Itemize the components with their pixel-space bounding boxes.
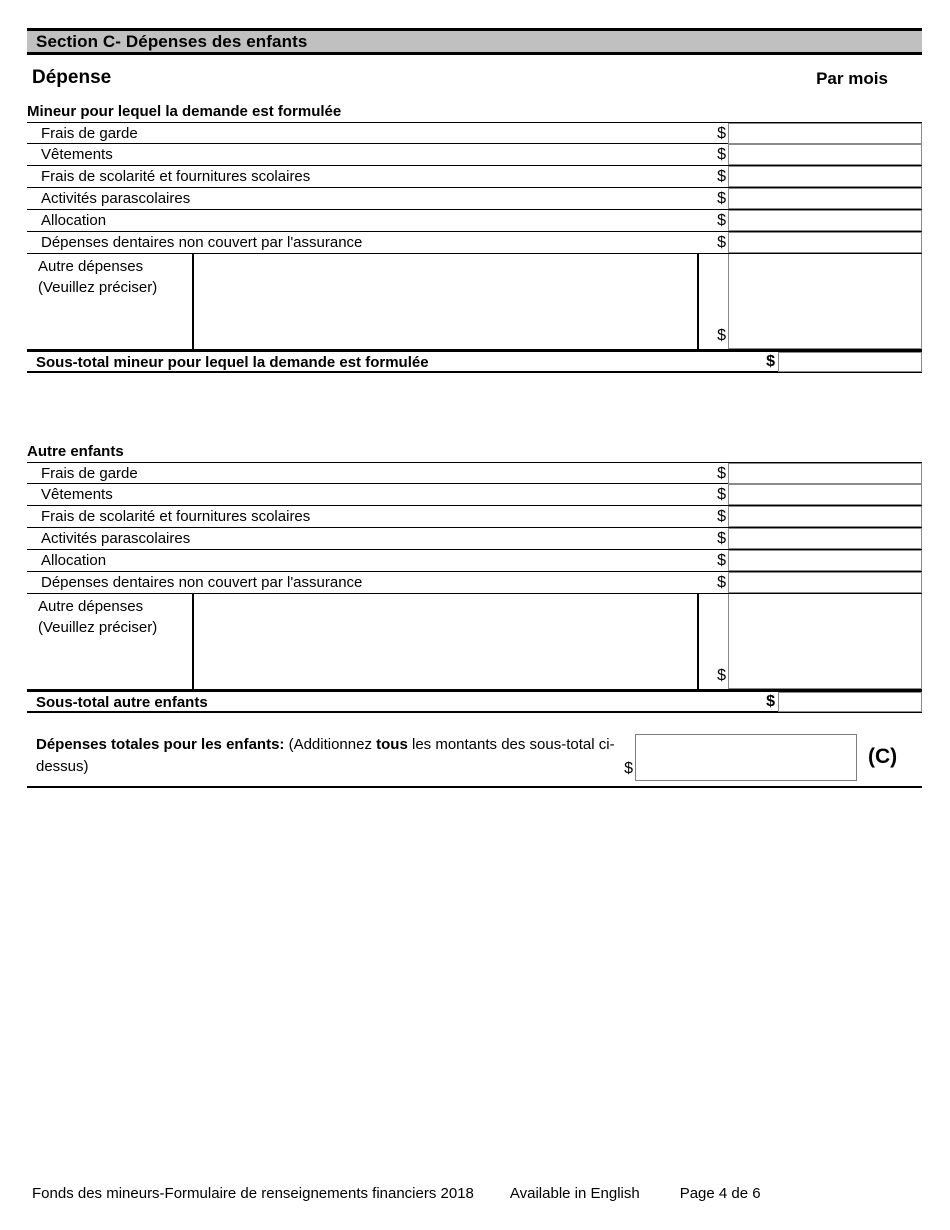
grand-total-label-bold: Dépenses totales pour les enfants:: [36, 736, 285, 753]
table-row: [27, 572, 922, 594]
expense-label: Activités parascolaires: [41, 190, 191, 207]
subtotal-label: Sous-total mineur pour lequel la demande est formulée: [36, 354, 429, 371]
expense-label: Activités parascolaires: [41, 530, 191, 547]
subtotal-row-other-children: [27, 690, 922, 713]
grand-total-label: [36, 734, 636, 778]
group-heading-other-children: Autre enfants: [27, 443, 124, 460]
currency-symbol: $: [717, 125, 726, 142]
other-expenses-label: [38, 256, 193, 298]
other-expenses-row: [27, 254, 922, 350]
table-row: [27, 232, 922, 254]
column-header-expense: Dépense: [32, 67, 112, 88]
amount-input-allowance[interactable]: [728, 210, 922, 231]
group-heading-minor: Mineur pour lequel la demande est formulée: [27, 103, 342, 120]
expense-label: Vêtements: [41, 146, 113, 163]
amount-input-tuition-other[interactable]: [728, 506, 922, 527]
table-row: [27, 166, 922, 188]
currency-symbol: $: [717, 190, 726, 207]
table-row: [27, 484, 922, 506]
expense-table-minor: [27, 122, 922, 373]
amount-input-childcare[interactable]: [728, 123, 922, 144]
section-title: Section C- Dépenses des enfants: [36, 32, 308, 51]
table-row: [27, 528, 922, 550]
table-row: [27, 550, 922, 572]
other-expenses-description-input-other[interactable]: [194, 594, 697, 689]
currency-symbol: $: [717, 465, 726, 482]
currency-symbol: $: [717, 168, 726, 185]
expense-label: Allocation: [41, 212, 107, 229]
currency-symbol: $: [717, 234, 726, 251]
currency-symbol: $: [717, 508, 726, 525]
table-row: [27, 144, 922, 166]
amount-input-tuition[interactable]: [728, 166, 922, 187]
currency-symbol: $: [717, 212, 726, 229]
expense-label: Dépenses dentaires non couvert par l'assurance: [41, 234, 363, 251]
footer-language-note[interactable]: Available in English: [509, 1185, 640, 1202]
amount-input-allowance-other[interactable]: [728, 550, 922, 571]
other-expenses-amount-input[interactable]: [728, 254, 922, 349]
currency-symbol: $: [717, 486, 726, 503]
expense-label: Vêtements: [41, 486, 113, 503]
expense-label: Allocation: [41, 552, 107, 569]
page-footer: [32, 1186, 922, 1201]
expense-label: Frais de scolarité et fournitures scolaires: [41, 168, 311, 185]
currency-symbol: $: [717, 574, 726, 591]
expense-label: Frais de garde: [41, 125, 138, 142]
footer-form-name: Fonds des mineurs-Formulaire de renseignements financiers 2018: [32, 1185, 474, 1202]
grand-total-reference-marker: (C): [868, 745, 898, 768]
expense-label: Frais de scolarité et fournitures scolaires: [41, 508, 311, 525]
other-expenses-label-line2: (Veuillez préciser): [38, 279, 158, 296]
other-expenses-label-line1: Autre dépenses: [38, 598, 144, 615]
amount-input-dental-other[interactable]: [728, 572, 922, 593]
other-expenses-label: [38, 596, 193, 638]
grand-total-label-part1: (Additionnez: [284, 736, 377, 753]
table-row: [27, 506, 922, 528]
other-expenses-label-line1: Autre dépenses: [38, 258, 144, 275]
amount-input-childcare-other[interactable]: [728, 463, 922, 484]
section-header-bar: [27, 28, 922, 55]
amount-input-clothing-other[interactable]: [728, 484, 922, 505]
currency-symbol: $: [624, 760, 633, 777]
currency-symbol: $: [766, 693, 775, 710]
currency-symbol: $: [717, 146, 726, 163]
subtotal-amount-input-other-children[interactable]: [778, 692, 922, 712]
other-expenses-description-input[interactable]: [194, 254, 697, 349]
subtotal-label: Sous-total autre enfants: [36, 694, 208, 711]
amount-input-clothing[interactable]: [728, 144, 922, 165]
other-expenses-label-line2: (Veuillez préciser): [38, 619, 158, 636]
grand-total-label-emphasis: tous: [376, 736, 408, 753]
subtotal-amount-input-minor[interactable]: [778, 352, 922, 372]
table-row: [27, 462, 922, 484]
currency-symbol: $: [717, 552, 726, 569]
other-expenses-amount-input-other[interactable]: [728, 594, 922, 689]
column-header-per-month: Par mois: [816, 69, 888, 88]
amount-input-extracurricular-other[interactable]: [728, 528, 922, 549]
currency-symbol: $: [717, 530, 726, 547]
amount-input-extracurricular[interactable]: [728, 188, 922, 209]
currency-symbol: $: [717, 667, 726, 684]
currency-symbol: $: [717, 327, 726, 344]
grand-total-amount-input[interactable]: [635, 734, 857, 781]
footer-page-number: Page 4 de 6: [679, 1185, 761, 1202]
other-expenses-row: [27, 594, 922, 690]
table-row: [27, 122, 922, 144]
grand-total-label-part2: les montants des sous-total ci-dessus): [36, 736, 615, 775]
expense-table-other-children: [27, 462, 922, 713]
expense-label: Frais de garde: [41, 465, 138, 482]
expense-label: Dépenses dentaires non couvert par l'assurance: [41, 574, 363, 591]
subtotal-row-minor: [27, 350, 922, 373]
table-row: [27, 210, 922, 232]
table-row: [27, 188, 922, 210]
currency-symbol: $: [766, 353, 775, 370]
amount-input-dental[interactable]: [728, 232, 922, 253]
grand-total-block: [27, 730, 922, 788]
